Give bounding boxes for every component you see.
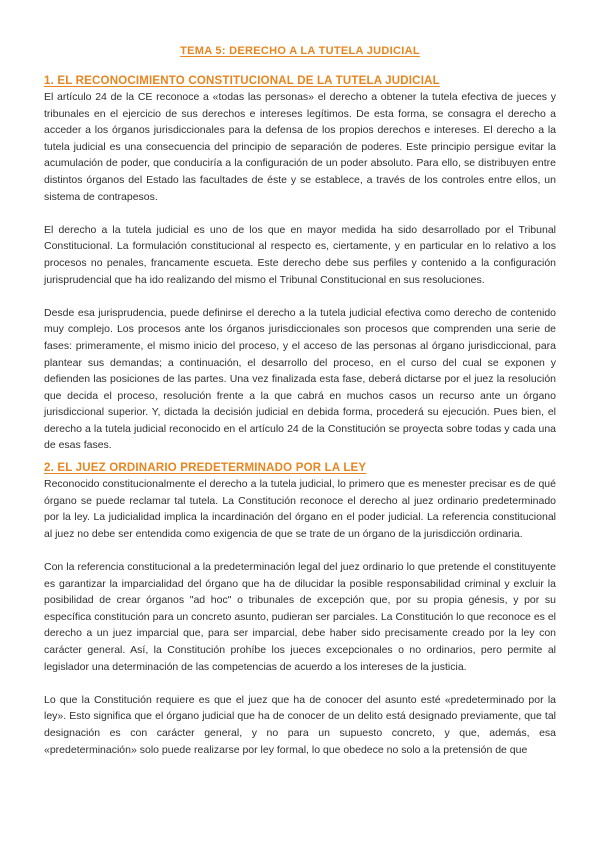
section-2-paragraph-3: Lo que la Constitución requiere es que el juez que ha de conocer del asunto esté «predeterminado por la ley». Esto significa que el órgano judicial que ha de conocer de un delito está designado previamente, que tal designación es con carácter general, y no para un supuesto concreto, y que, además, esa «predeterminación» solo puede realizarse por ley formal, lo que obedece no solo a la pretensión de que (44, 693, 556, 756)
section-1-paragraph-3: Desde esa jurisprudencia, puede definirse el derecho a la tutela judicial efectiva como derecho de contenido muy complejo. Los procesos ante los órganos jurisdiccionales son procesos que comprenden una serie de fases: primeramente, el mismo inicio del proceso, y el acceso de las personas al órgano jurisdiccional, para plantear sus demandas; a continuación, el desarrollo del proceso, en el curso del cual se exponen y defienden las posiciones de las partes. Una vez finalizada esta fase, deberá dictarse por el juez la resolución que decida el proceso, resolución frente a la que cabrá en muchos casos un recurso ante un órgano jurisdiccional superior. Y, dictada la decisión judicial en debida forma, procederá su ejecución. Pues bien, el derecho a la tutela judicial reconocido en el artículo 24 de la Constitución se proyecta sobre todas y cada una de esas fases. (44, 306, 556, 452)
section-1-paragraph-2: El derecho a la tutela judicial es uno de los que en mayor medida ha sido desarrollado por el Tribunal Constitucional. La formulación constitucional al respecto es, ciertamente, y en particular en lo relativo a los procesos no penales, francamente escueta. Este derecho debe sus perfiles y contenido a la configuración jurisprudencial que ha ido realizando del mismo el Tribunal Constitucional en sus resoluciones. (44, 223, 556, 286)
section-2-paragraph-2: Con la referencia constitucional a la predeterminación legal del juez ordinario lo que pretende el constituyente es garantizar la imparcialidad del órgano que ha de dilucidar la posible responsabilidad criminal y excluir la posibilidad de crear órganos "ad hoc" o tribunales de excepción que, por su propia génesis, y por su específica constitución para un concreto asunto, pudieran ser parciales. La Constitución lo que reconoce es el derecho a un juez imparcial que, para ser imparcial, debe haber sido precisamente creado por la ley con carácter general. Así, la Constitución prohíbe los jueces excepcionales o no ordinarios, pero permite al legislador una determinación de las competencias de acuerdo a los intereses de la justicia. (44, 561, 556, 673)
section-1-paragraph-1: El artículo 24 de la CE reconoce a «todas las personas» el derecho a obtener la tutela efectiva de jueces y tribunales en el ejercicio de sus derechos e intereses legítimos. De esta forma, se consagra el derecho a acceder a los órganos jurisdiccionales para la defensa de los propios derechos e intereses. El derecho a la tutela judicial es una consecuencia del principio de separación de poderes. Este principio persigue evitar la acumulación de poder, que conduciría a la configuración de un poder absoluto. Para ello, se distribuyen entre distintos órganos del Estado las facultades de éste y se establece, a través de los controles entre ellos, un sistema de contrapesos. (44, 91, 556, 203)
section-1-heading: 1. EL RECONOCIMIENTO CONSTITUCIONAL DE LA TUTELA JUDICIAL (44, 75, 440, 87)
document-title: TEMA 5: DERECHO A LA TUTELA JUDICIAL (180, 45, 420, 57)
section-2-heading: 2. EL JUEZ ORDINARIO PREDETERMINADO POR LA LEY (44, 462, 367, 475)
section-2-paragraph-1: Reconocido constitucionalmente el derecho a la tutela judicial, lo primero que es menester precisar es de qué órgano se puede reclamar tal tutela. La Constitución reconoce el derecho al juez ordinario predeterminado por la ley. La judicialidad implica la incardinación del órgano en el poder judicial. La referencia constitucional al juez no debe ser entendida como exigencia de que se trate de un órgano de la jurisdicción ordinaria. (44, 478, 556, 540)
